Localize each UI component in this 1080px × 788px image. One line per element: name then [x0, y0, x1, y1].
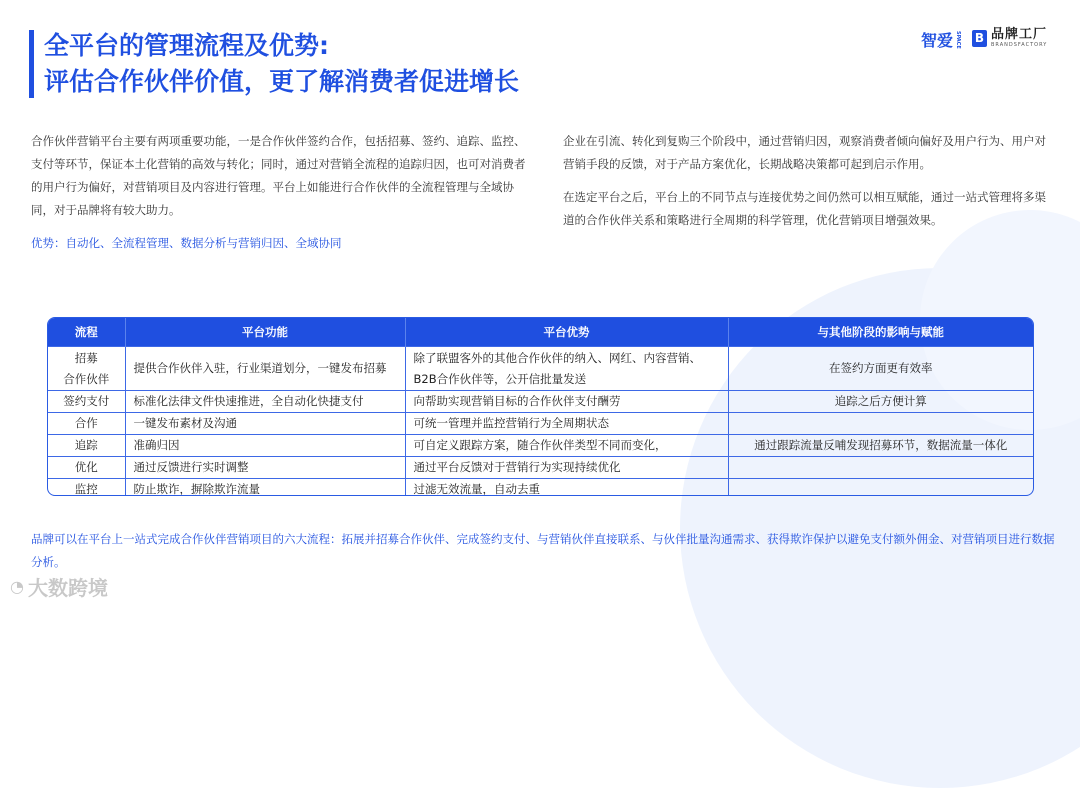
table-row [48, 347, 1033, 391]
logo-cn-text: 品牌工厂 [991, 27, 1048, 42]
table-row [48, 457, 1033, 479]
left-paragraph: 合作伙伴营销平台主要有两项重要功能，一是合作伙伴签约合作，包括招募、签约、追踪、监控、支付等环节，保证本土化营销的高效与转化；同时，通过对营销全流程的追踪归因，也可对消费者的用户行为偏好，对营销项目及内容进行管理。平台上如能进行合作伙伴的全流程管理与全域协同，对于品牌将有较大助力。 [31, 134, 526, 217]
brandsfactory-logo [972, 28, 1047, 48]
table-row [48, 479, 1033, 497]
table-cell: 可自定义跟踪方案，随合作伙伴类型不同而变化， [405, 435, 728, 457]
table-cell: 准确归因 [125, 435, 405, 457]
table-cell: 通过反馈进行实时调整 [125, 457, 405, 479]
table-row [48, 435, 1033, 457]
table-cell: 防止欺诈，摒除欺诈流量 [125, 479, 405, 497]
table-cell: 签约支付 [48, 391, 125, 413]
process-table [47, 317, 1034, 496]
advantage-line: 优势：自动化、全流程管理、数据分析与营销归因、全域协同 [31, 236, 342, 250]
table-cell: 提供合作伙伴入驻，行业渠道划分，一键发布招募 [125, 347, 405, 391]
table-header-cell: 流程 [48, 318, 125, 347]
table-cell: 通过平台反馈对于营销行为实现持续优化 [405, 457, 728, 479]
table-cell: 监控 [48, 479, 125, 497]
table-cell: 招募 合作伙伴 [48, 347, 125, 391]
title-line-2: 评估合作伙伴价值，更了解消费者促进增长 [44, 67, 520, 96]
page-title [44, 28, 519, 100]
table-cell: 优化 [48, 457, 125, 479]
logo-en-text: BRANDSFACTORY [991, 42, 1048, 48]
logo-text: 智爱 [921, 31, 954, 50]
title-accent-bar [29, 30, 34, 98]
table-cell: 追踪之后方便计算 [728, 391, 1033, 413]
table-header-row [48, 318, 1033, 347]
table-row [48, 413, 1033, 435]
table-cell: 向帮助实现营销目标的合作伙伴支付酬劳 [405, 391, 728, 413]
table-cell: 追踪 [48, 435, 125, 457]
table-cell [728, 413, 1033, 435]
table-cell: 可统一管理并监控营销行为全周期状态 [405, 413, 728, 435]
watermark [10, 572, 108, 601]
table-header-cell: 平台优势 [405, 318, 728, 347]
table-cell [728, 479, 1033, 497]
right-paragraph-1: 企业在引流、转化到复购三个阶段中，通过营销归因，观察消费者倾向偏好及用户行为、用户对营销手段的反馈，对于产品方案优化，长期战略决策都可起到启示作用。 [563, 134, 1046, 171]
watermark-logo-icon: ◔ [10, 577, 24, 596]
left-text-column [31, 130, 529, 265]
table-header-cell: 平台功能 [125, 318, 405, 347]
right-text-column [563, 130, 1055, 242]
zhiai-logo [921, 28, 961, 51]
table-cell [728, 457, 1033, 479]
table-header-cell: 与其他阶段的影响与赋能 [728, 318, 1033, 347]
table-cell: 一键发布素材及沟通 [125, 413, 405, 435]
table-cell: 合作 [48, 413, 125, 435]
table-cell: 除了联盟客外的其他合作伙伴的纳入、网红、内容营销、B2B合作伙伴等，公开信批量发送 [405, 347, 728, 391]
watermark-text: 大数跨境 [27, 576, 108, 600]
table-cell: 通过跟踪流量反哺发现招募环节，数据流量一体化 [728, 435, 1033, 457]
table-row [48, 391, 1033, 413]
table-cell: 过滤无效流量，自动去重 [405, 479, 728, 497]
logo-small-text: SPACE [955, 30, 962, 49]
table-cell: 标准化法律文件快速推进，全自动化快捷支付 [125, 391, 405, 413]
table-cell: 在签约方面更有效率 [728, 347, 1033, 391]
brand-mark-icon: B [972, 30, 987, 47]
summary-text: 品牌可以在平台上一站式完成合作伙伴营销项目的六大流程：拓展并招募合作伙伴、完成签约支付、与营销伙伴直接联系、与伙伴批量沟通需求、获得欺诈保护以避免支付额外佣金、对营销项目进行数据分析。 [31, 532, 1055, 569]
title-line-1: 全平台的管理流程及优势: [44, 31, 329, 60]
right-paragraph-2: 在选定平台之后，平台上的不同节点与连接优势之间仍然可以相互赋能，通过一站式管理将多渠道的合作伙伴关系和策略进行全周期的科学管理，优化营销项目增强效果。 [563, 190, 1046, 227]
